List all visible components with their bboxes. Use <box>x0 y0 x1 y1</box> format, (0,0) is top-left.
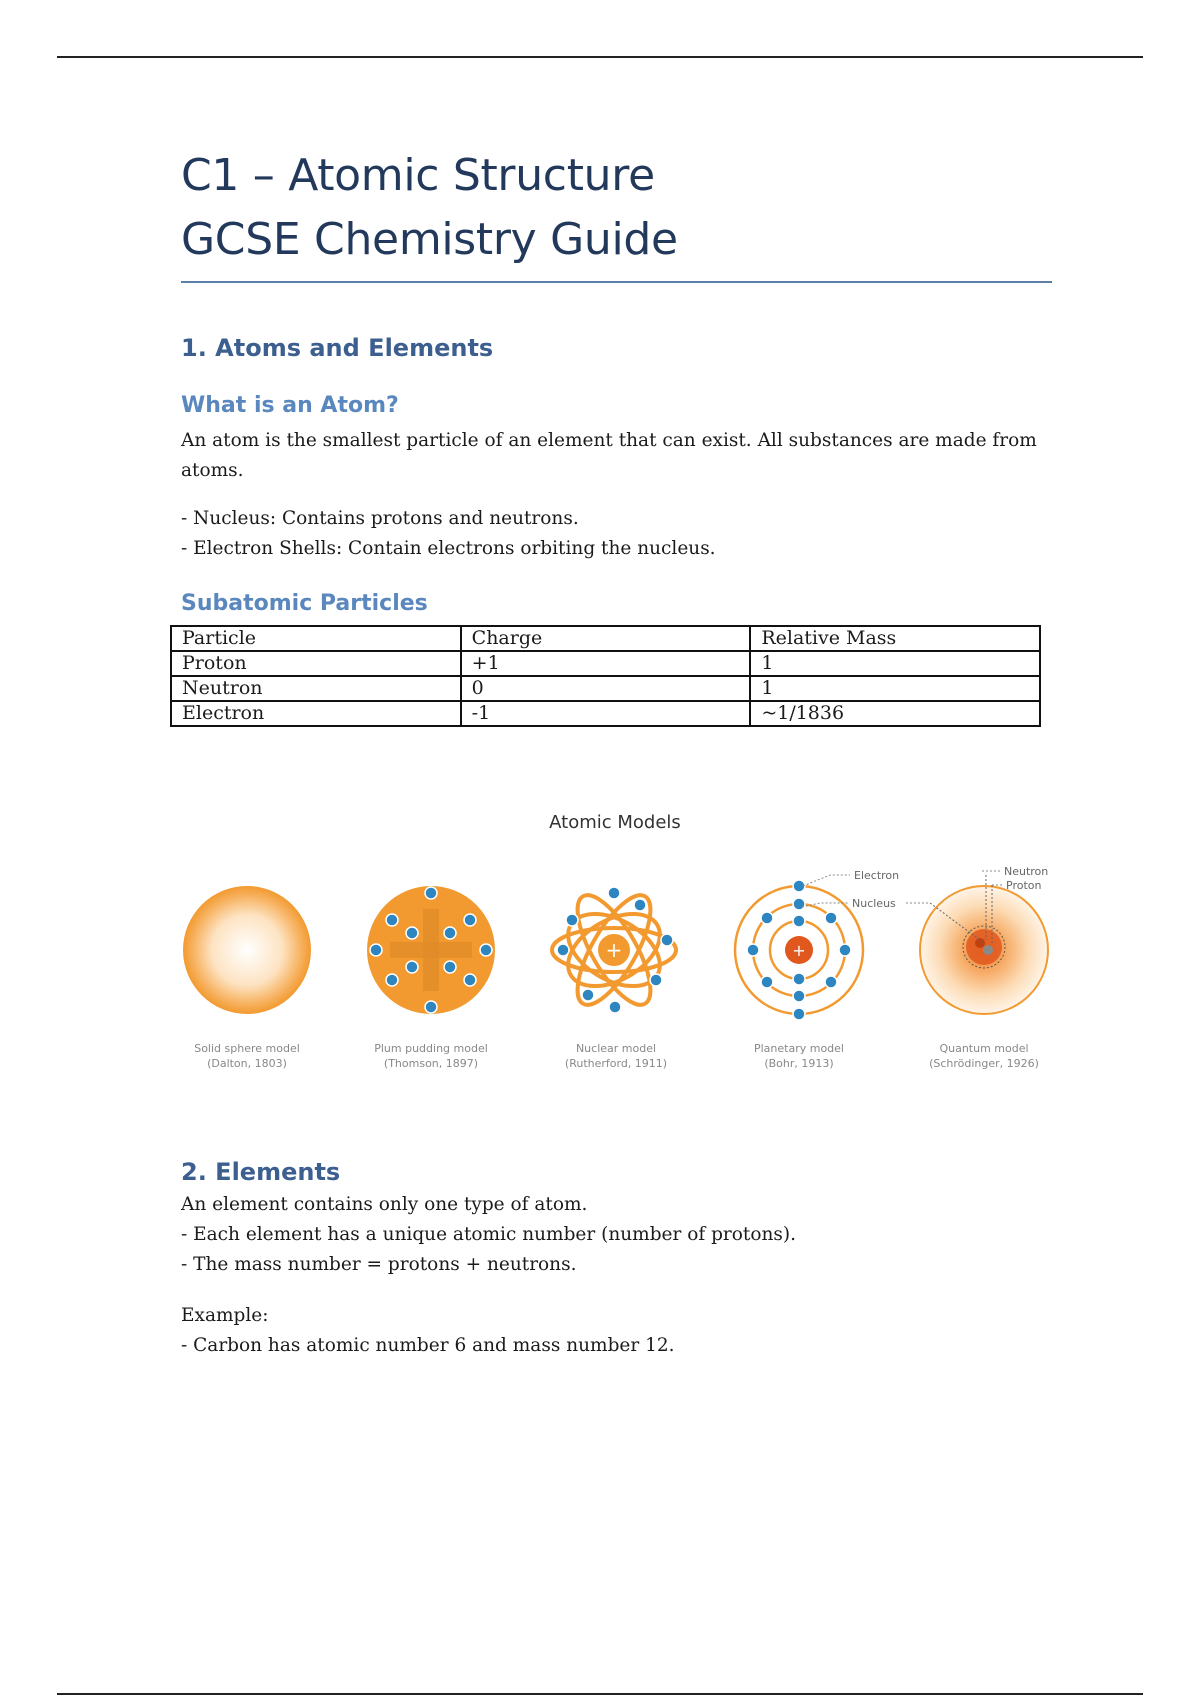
label-electron: Electron <box>854 869 900 882</box>
header-particle: Particle <box>171 626 461 651</box>
cell-charge: -1 <box>461 701 751 726</box>
caption-plum-pudding: Plum pudding model <box>374 1042 488 1055</box>
caption-planetary-detail: (Bohr, 1913) <box>764 1057 834 1070</box>
table-row <box>171 651 1040 676</box>
quantum-model <box>906 865 1048 1014</box>
label-nucleus: Nucleus <box>852 897 896 910</box>
planetary-model <box>735 869 899 1020</box>
section-heading-elements: 2. Elements <box>181 1158 341 1186</box>
header-relative-mass: Relative Mass <box>750 626 1040 651</box>
caption-plum-pudding-detail: (Thomson, 1897) <box>383 1057 479 1070</box>
caption-solid-sphere-detail: (Dalton, 1803) <box>207 1057 287 1070</box>
cell-mass: 1 <box>750 676 1040 701</box>
caption-nuclear-detail: (Rutherford, 1911) <box>564 1057 668 1070</box>
cell-particle: Neutron <box>171 676 461 701</box>
atom-definition-paragraph: An atom is the smallest particle of an element that can exist. All substances are made from atoms. <box>181 430 1037 481</box>
caption-planetary: Planetary model <box>753 1042 845 1055</box>
caption-quantum-detail: (Schrödinger, 1926) <box>929 1057 1039 1070</box>
caption-nuclear: Nuclear model <box>575 1042 657 1055</box>
label-neutron: Neutron <box>1004 865 1049 878</box>
header-charge: Charge <box>461 626 751 651</box>
svg-text:+: + <box>605 938 623 962</box>
nuclear-model <box>552 885 676 1014</box>
label-proton: Proton <box>1006 879 1042 892</box>
cell-mass: ~1/1836 <box>750 701 1040 726</box>
title-underline <box>181 281 1052 283</box>
svg-text:+: + <box>792 941 806 960</box>
bullet-electron-shells: - Electron Shells: Contain electrons orbiting the nucleus. <box>181 538 716 559</box>
cell-mass: 1 <box>750 651 1040 676</box>
example-label: Example: <box>181 1305 269 1326</box>
example-carbon: - Carbon has atomic number 6 and mass number 12. <box>181 1335 675 1356</box>
positive-charge-mark <box>390 942 472 958</box>
caption-quantum: Quantum model <box>939 1042 1029 1055</box>
cell-particle: Electron <box>171 701 461 726</box>
figure-title: Atomic Models <box>549 812 681 833</box>
subheading-what-is-atom: What is an Atom? <box>181 393 399 418</box>
page-title: C1 – Atomic Structure <box>181 150 655 201</box>
section-heading-atoms-elements: 1. Atoms and Elements <box>181 334 494 362</box>
bullet-atomic-number: - Each element has a unique atomic number (number of protons). <box>181 1224 796 1245</box>
bullet-mass-number: - The mass number = protons + neutrons. <box>181 1254 577 1275</box>
cell-particle: Proton <box>171 651 461 676</box>
page-subtitle: GCSE Chemistry Guide <box>181 214 678 265</box>
solid-sphere <box>183 886 311 1014</box>
cell-charge: +1 <box>461 651 751 676</box>
table-header-row <box>171 626 1040 651</box>
table-row <box>171 701 1040 726</box>
atomic-models-figure <box>170 845 1070 1075</box>
elements-definition: An element contains only one type of atom. <box>181 1194 588 1215</box>
cell-charge: 0 <box>461 676 751 701</box>
page-bottom-rule <box>57 1693 1143 1695</box>
solid-sphere-model <box>183 886 311 1014</box>
caption-solid-sphere: Solid sphere model <box>194 1042 300 1055</box>
page-top-rule <box>57 56 1143 58</box>
plum-pudding-model <box>367 886 495 1014</box>
bullet-nucleus: - Nucleus: Contains protons and neutrons. <box>181 508 579 529</box>
subatomic-particles-table <box>170 625 1041 727</box>
table-row <box>171 676 1040 701</box>
subheading-subatomic-particles: Subatomic Particles <box>181 591 428 616</box>
